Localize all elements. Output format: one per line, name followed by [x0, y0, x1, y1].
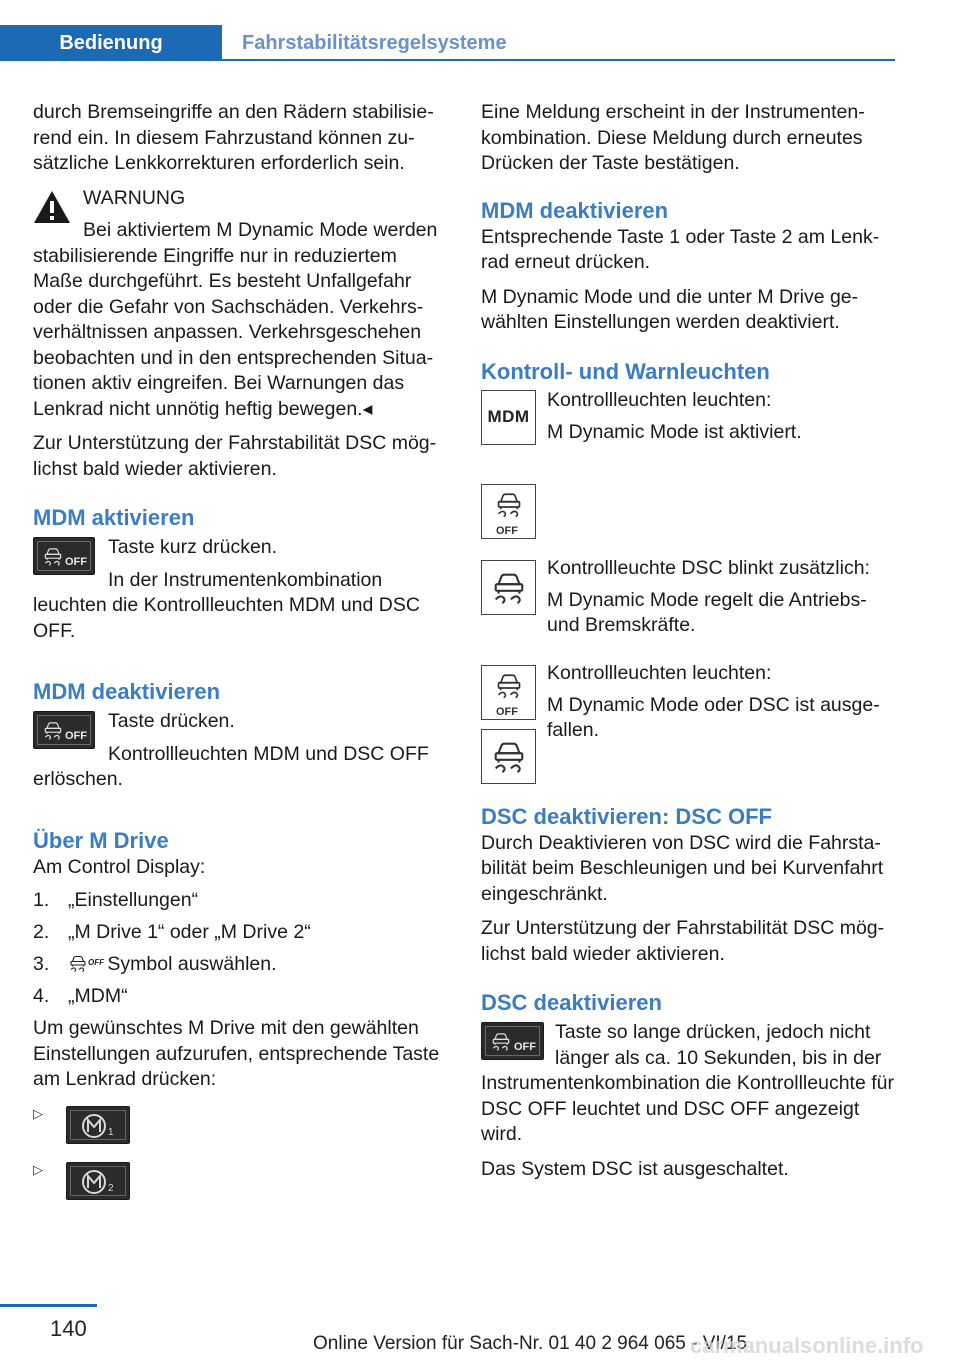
indicator-lights-heading: Kontroll- und Warnleuchten: [481, 358, 770, 384]
dsc-reactivate-note: Zur Unterstützung der Fahrstabilität DSC möglichst bald wieder aktivieren.: [33, 432, 437, 480]
dsc-off-button-icon: [33, 711, 95, 749]
car-skid-icon: [488, 1030, 514, 1052]
m-drive-outro: Um gewünschtes M Drive mit den gewählten Einstellungen aufzurufen, entsprechende Taste am Lenkrad drücken:: [33, 1017, 440, 1090]
svg-text:carmanualsonline.info: carmanualsonline.info: [690, 1333, 924, 1358]
dsc-off-final: Das System DSC ist ausgeschaltet.: [481, 1157, 789, 1180]
m-drive-heading: Über M Drive: [33, 827, 169, 853]
indicator-1-title: Kontrollleuchten leuchten:: [547, 388, 772, 411]
indicator-3-title: Kontrollleuchten leuchten:: [547, 661, 772, 684]
mdm-deactivate-step: Taste drücken.: [108, 710, 235, 732]
indicator-lights-list: [481, 388, 897, 788]
off-label: OFF: [65, 730, 87, 742]
dsc-off-button-icon: [481, 1022, 544, 1060]
mdm-deactivate-text-1: Entsprechende Taste 1 oder Taste 2 am Lenkrad erneut drücken.: [481, 225, 880, 273]
dsc-deactivate-text-b: länger als ca. 10 Sekunden, bis in der: [555, 1046, 882, 1069]
warning-title: WARNUNG: [83, 186, 186, 209]
online-version-text: Online Version für Sach-Nr. 01 40 2 964 065 - VI/15: [313, 1333, 748, 1354]
indicator-1-text: M Dynamic Mode ist aktiviert.: [547, 420, 802, 443]
warning-text-first: Bei aktiviertem M Dynamic Mode werden: [83, 219, 438, 241]
dsc-off-indicator-icon: OFF: [481, 665, 536, 720]
m-drive-intro: Am Control Display:: [33, 855, 206, 878]
mdm-activate-heading: MDM aktivieren: [33, 505, 195, 530]
indicator-3-text: M Dynamic Mode oder DSC ist ausgefallen.: [547, 693, 880, 741]
right-column: [481, 100, 897, 1182]
dsc-deactivate-text-c: Instrumentenkombination die Kontrollleuchte für DSC OFF leuchtet und DSC OFF angezeigt wird.: [481, 1072, 894, 1145]
mdm-deactivate-text-2: M Dynamic Mode und die unter M Drive gewählten Einstellungen werden deaktiviert.: [481, 285, 859, 333]
dsc-deactivate-text-a: Taste so lange drücken, jedoch nicht: [555, 1021, 871, 1043]
m2-button-icon: [66, 1162, 130, 1200]
left-column: [33, 100, 449, 1213]
dsc-off-button-icon: [33, 537, 95, 575]
intro-paragraph: durch Bremseingriffe an den Rädern stabilisierend ein. In diesem Fahrzustand können zusätzliche Lenkkorrekturen erforderlich sein.: [33, 101, 434, 174]
warning-text: stabilisierende Eingriffe nur in reduziertem Maße durchgeführt. Es besteht Unfallgefahr oder die Gefahr von Sachschäden. Verkehrsverhältnissen anpassen. Verkehrsgeschehen beobachten und in den entsprechenden Situationen aktiv eingreifen. Bei Warnungen das Lenkrad nicht unnötig heftig bewegen.◂: [33, 244, 434, 420]
car-skid-icon: [40, 545, 66, 567]
mdm-deactivate-result-start: Kontrollleuchten MDM und DSC OFF: [108, 742, 429, 765]
footer-rule: [0, 1304, 97, 1307]
mdm-deactivate-heading: MDM deaktivieren: [33, 679, 221, 704]
m1-bullet: ▷ 1: [33, 1101, 449, 1157]
m1-button-icon: [66, 1106, 130, 1144]
page-header: [0, 25, 895, 61]
dsc-off-text-2: Zur Unterstützung der Fahrstabilität DSC möglichst bald wieder aktivieren.: [481, 917, 885, 965]
warning-block: [33, 186, 449, 423]
watermark-logo: [688, 1330, 950, 1360]
dsc-indicator-icon: [481, 729, 536, 784]
mdm-deactivate-result: erlöschen.: [33, 768, 123, 790]
svg-text:OFF: OFF: [88, 958, 104, 967]
header-rule: [0, 59, 895, 61]
list-item: 1. „Einstellungen“: [33, 889, 199, 911]
list-item: 2. „M Drive 1“ oder „M Drive 2“: [33, 921, 311, 943]
warning-triangle-icon: [33, 190, 71, 224]
dsc-off-text-1: Durch Deaktivieren von DSC wird die Fahrstabilität beim Beschleunigen und bei Kurvenfahrt eingeschränkt.: [481, 831, 884, 905]
mdm-indicator-icon: MDM: [481, 390, 536, 445]
message-paragraph: Eine Meldung erscheint in der Instrumentenkombination. Diese Meldung durch erneutes Drücken der Taste bestätigen.: [481, 101, 865, 174]
off-label: OFF: [514, 1041, 536, 1053]
mdm-activate-row: [33, 535, 449, 644]
svg-text:1: 1: [108, 1126, 114, 1138]
dsc-deactivate-heading: DSC deaktivieren: [481, 990, 662, 1015]
dsc-off-symbol-icon: [68, 953, 102, 973]
car-skid-icon: [40, 719, 66, 741]
chapter-title[interactable]: Fahrstabilitätsregelsysteme: [242, 31, 507, 54]
mdm-activate-result-start: In der Instrumentenkombination: [108, 568, 383, 591]
mdm-activate-step: Taste kurz drücken.: [108, 536, 278, 558]
mdm-deactivate-heading-2: MDM deaktivieren: [481, 197, 669, 223]
indicator-2-title: Kontrollleuchte DSC blinkt zusätzlich:: [547, 556, 870, 579]
svg-text:2: 2: [108, 1182, 114, 1194]
dsc-off-heading: DSC deaktivieren: DSC OFF: [481, 803, 772, 829]
off-label: OFF: [65, 556, 87, 568]
indicator-2-text: M Dynamic Mode regelt die Antriebs- und Bremskräfte.: [547, 588, 867, 636]
mdm-deactivate-row: [33, 709, 449, 793]
list-item: 3. OFF Symbol auswählen.: [33, 953, 277, 975]
m2-bullet: ▷ 2: [33, 1157, 449, 1213]
mdm-activate-result: leuchten die Kontrollleuchten MDM und DSC OFF.: [33, 594, 420, 642]
m-drive-steps: [33, 888, 449, 1016]
list-item: 4. „MDM“: [33, 985, 128, 1007]
page-number: 140: [50, 1316, 87, 1341]
dsc-indicator-icon: [481, 560, 536, 615]
dsc-deactivate-row: [481, 1020, 897, 1148]
section-tab[interactable]: Bedienung: [0, 25, 222, 61]
dsc-off-indicator-icon: OFF: [481, 484, 536, 539]
